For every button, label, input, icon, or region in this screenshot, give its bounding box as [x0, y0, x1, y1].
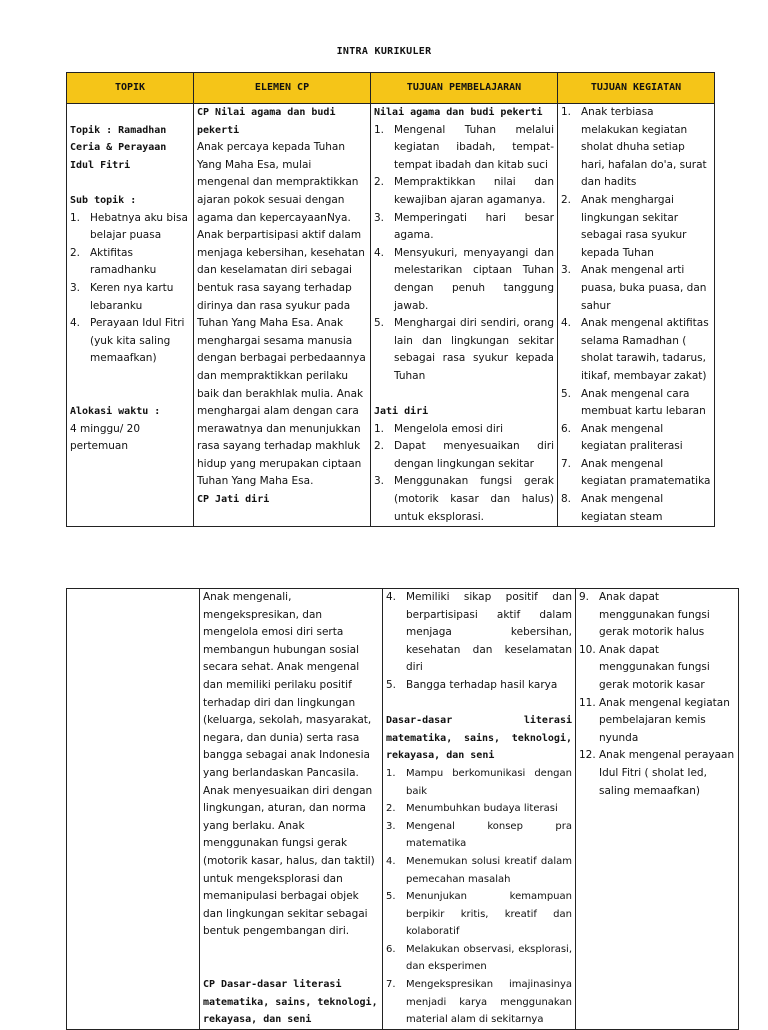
list-item: 11. Anak mengenal kegiatan pembelajaran kemis nyunda [579, 696, 730, 744]
cp-heading: CP Nilai agama dan budi pekerti [197, 107, 336, 136]
topik-cell [67, 589, 200, 1030]
topik-cell [67, 104, 194, 527]
list-item: 7. Anak mengenal kegiatan pramatematika [561, 457, 711, 488]
list-item: 6. Anak mengenal kegiatan praliterasi [561, 422, 683, 453]
tk-list [579, 589, 735, 800]
alokasi-value: 4 minggu/ 20 pertemuan [70, 422, 141, 453]
list-item: 1. Anak terbiasa melakukan kegiatan sholat dhuha setiap hari, hafalan do'a, surat dan hadits [561, 106, 707, 189]
list-item: 3. Keren nya kartu lebaranku [70, 281, 174, 312]
tujuan-kegiatan-cell [576, 589, 739, 1030]
table-row [67, 104, 715, 527]
tp-heading: Dasar-dasar literasi matematika, sains, teknologi, rekayasa, dan seni [386, 715, 572, 762]
list-item: 4. Anak mengenal aktifitas selama Ramadhan ( sholat tarawih, tadarus, itikaf, membayar zakat) [561, 317, 709, 382]
list-item: 1. Hebatnya aku bisa belajar puasa [70, 211, 188, 242]
list-item: 4. Mensyukuri, menyayangi dan melestarikan ciptaan Tuhan dengan penuh tanggung jawab. [374, 246, 554, 312]
tujuan-pembelajaran-cell [383, 589, 576, 1030]
table-row [67, 589, 739, 1030]
list-item: 3. Mengenal konsep pra matematika [386, 820, 572, 850]
list-item: 6. Melakukan observasi, eksplorasi, dan eksperimen [386, 943, 572, 973]
elemen-cp-cell [194, 104, 371, 527]
tp-heading: Nilai agama dan budi pekerti [374, 107, 543, 118]
cp-paragraph: Anak mengenali, mengekspresikan, dan mengelola emosi diri serta membangun hubungan sosial secara sehat. Anak mengenal dan memiliki perilaku positif terhadap diri dan lingkungan (keluarga, sekolah, masyarakat, negara, dan dunia) serta rasa bangga sebagai anak Indonesia yang berlandaskan Pancasila. Anak menyesuaikan diri dengan lingkungan, aturan, dan norma yang berlaku. Anak menggunakan fungsi gerak (motorik kasar, halus, dan taktil) untuk mengeksplorasi dan memanipulasi berbagai objek dan lingkungan sekitar sebagai bentuk pengembangan diri. [203, 591, 375, 938]
list-item: 2. Aktifitas ramadhanku [70, 246, 157, 277]
tujuan-kegiatan-cell [558, 104, 715, 527]
list-item: 1. Mampu berkomunikasi dengan baik [386, 767, 572, 797]
cp-heading: CP Dasar-dasar literasi matematika, sains, teknologi, rekayasa, dan seni [203, 979, 378, 1026]
alokasi-label: Alokasi waktu : [70, 406, 161, 418]
header-tujuan-pembelajaran: TUJUAN PEMBELAJARAN [371, 73, 558, 104]
list-item: 10. Anak dapat menggunakan fungsi gerak motorik kasar [579, 643, 710, 691]
list-item: 9. Anak dapat menggunakan fungsi gerak motorik halus [579, 591, 710, 639]
list-item: 2. Anak menghargai lingkungan sekitar sebagai rasa syukur kepada Tuhan [561, 193, 687, 259]
list-item: 12. Anak mengenal perayaan Idul Fitri ( sholat Ied, saling memaafkan) [579, 749, 735, 797]
sub-topic-list [70, 210, 190, 368]
tp-list [374, 122, 554, 386]
list-item: 3. Memperingati hari besar agama. [374, 211, 554, 242]
curriculum-table-page-1 [66, 72, 715, 527]
list-item: 7. Mengekspresikan imajinasinya menjadi karya menggunakan material alam di sekitarnya [386, 979, 572, 1026]
cp-heading: CP Jati diri [197, 494, 270, 506]
header-tujuan-kegiatan: TUJUAN KEGIATAN [558, 73, 715, 104]
tp-heading: Jati diri [374, 406, 429, 418]
list-item: 5. Menunjukan kemampuan berpikir kritis, kreatif dan kolaboratif [386, 891, 572, 938]
list-item: 8. Anak mengenal kegiatan steam [561, 493, 664, 523]
list-item: 2. Menumbuhkan budaya literasi [386, 803, 558, 815]
tp-list [386, 765, 572, 1029]
sub-topic-label: Sub topik : [70, 194, 137, 206]
list-item: 2. Mempraktikkan nilai dan kewajiban ajaran agamanya. [374, 176, 554, 206]
topic-line: Topik : Ramadhan Ceria & Perayaan Idul Fitri [70, 124, 167, 171]
list-item: 1. Mengelola emosi diri [374, 422, 503, 435]
list-item: 4. Menemukan solusi kreatif dalam pemecahan masalah [386, 855, 572, 885]
header-topik: TOPIK [67, 73, 194, 104]
list-item: 5. Bangga terhadap hasil karya [386, 678, 558, 691]
cp-paragraph: Anak percaya kepada Tuhan Yang Maha Esa, mulai mengenal dan mempraktikkan ajaran pokok sesuai dengan agama dan kepercayaanNya. Anak berpartisipasi aktif dalam menjaga kebersihan, kesehatan dan keselamatan diri sebagai bentuk rasa sayang terhadap dirinya dan rasa syukur pada Tuhan Yang Maha Esa. Anak menghargai sesama manusia dengan berbagai perbedaannya dan mempraktikkan perilaku baik dan berakhlak mulia. Anak menghargai alam dengan cara merawatnya dan menunjukkan rasa sayang terhadap makhluk hidup yang merupakan ciptaan Tuhan Yang Maha Esa. [197, 141, 366, 488]
tp-list [386, 589, 572, 695]
list-item: 3. Menggunakan fungsi gerak (motorik kasar dan halus) untuk eksplorasi. [374, 475, 554, 523]
table-header-row [67, 73, 715, 104]
curriculum-table-page-2 [66, 588, 739, 1030]
list-item: 2. Dapat menyesuaikan diri dengan lingkungan sekitar [374, 440, 554, 470]
document-title: INTRA KURIKULER [336, 46, 432, 57]
list-item: 1. Mengenal Tuhan melalui kegiatan ibadah, tempat-tempat ibadah dan kitab suci [374, 123, 554, 171]
tujuan-pembelajaran-cell [371, 104, 558, 527]
list-item: 5. Menghargai diri sendiri, orang lain dan lingkungan sekitar sebagai rasa syukur kepada Tuhan [374, 317, 554, 382]
tp-list [374, 421, 554, 527]
header-elemen-cp: ELEMEN CP [194, 73, 371, 104]
elemen-cp-cell [200, 589, 383, 1030]
list-item: 5. Anak mengenal cara membuat kartu lebaran [561, 387, 706, 418]
tk-list [561, 104, 711, 526]
list-item: 4. Memiliki sikap positif dan berpartisipasi aktif dalam menjaga kebersihan, kesehatan dan keselamatan diri [386, 591, 572, 674]
list-item: 3. Anak mengenal arti puasa, buka puasa, dan sahur [561, 264, 707, 312]
list-item: 4. Perayaan Idul Fitri (yuk kita saling memaafkan) [70, 317, 185, 365]
